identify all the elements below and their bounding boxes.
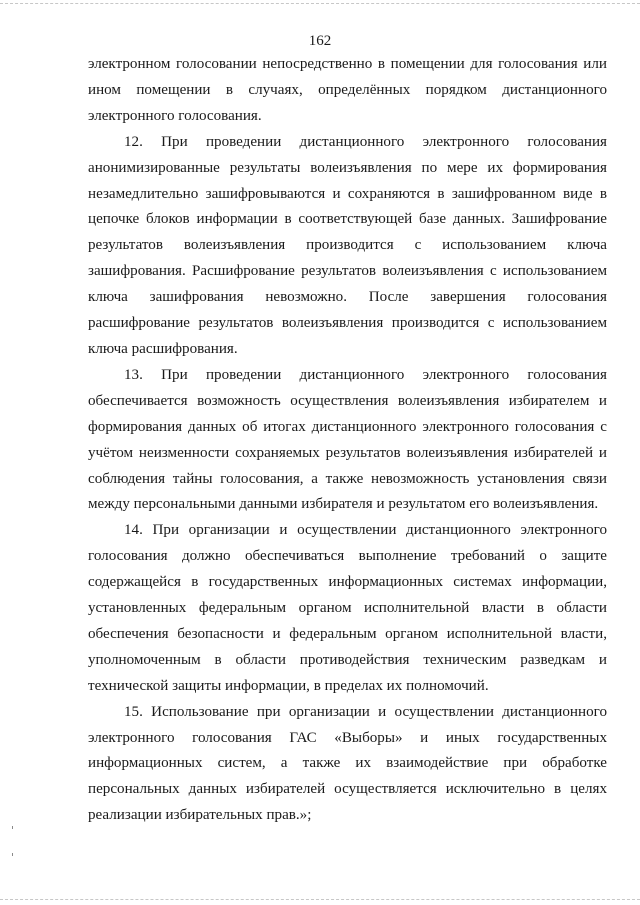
paragraph-item-15: 15. Использование при организации и осуществлении дистанционного электронного голосования ГАС «Выборы» и иных государственных информационных систем, а также их взаимодействие при обработке персональных данных избирателей осуществляется исключительно в целях реализации избирательных прав.»;: [88, 703, 607, 824]
page-number: 162: [308, 33, 332, 49]
scan-top-edge: [0, 3, 640, 4]
scan-bottom-edge: [0, 899, 640, 900]
scan-mark: [12, 853, 13, 856]
paragraph-continuation: электронном голосовании непосредственно в помещении для голосования или ином помещении в случаях, определённых порядком дистанционного электронного голосования.: [88, 56, 607, 124]
paragraph-item-13: 13. При проведении дистанционного электронного голосования обеспечивается возможность осуществления волеизъявления избирателем и формирования данных об итогах дистанционного электронного голосования с учётом неизменности сохраняемых результатов волеизъявления избирателей и соблюдения тайны голосования, а также невозможность установления связи между персональными данными избирателя и результатом его волеизъявления.: [88, 366, 607, 513]
paragraph-item-12: 12. При проведении дистанционного электронного голосования анонимизированные результаты волеизъявления по мере их формирования незамедлительно зашифровываются и сохраняются в зашифрованном виде в цепочке блоков информации в соответствующей базе данных. Зашифрование результатов волеизъявления производится с использованием ключа зашифрования. Расшифрование результатов волеизъявления с использованием ключа зашифрования невозможно. После завершения голосования расшифрование результатов волеизъявления производится с использованием ключа расшифрования.: [88, 133, 607, 357]
scan-mark: [12, 826, 13, 829]
paragraph-item-14: 14. При организации и осуществлении дистанционного электронного голосования должно обеспечиваться выполнение требований о защите содержащейся в государственных информационных системах информации, установленных федеральным органом исполнительной власти в области обеспечения безопасности и федеральным органом исполнительной власти, уполномоченным в области противодействия техническим разведкам и технической защиты информации, в пределах их полномочий.: [88, 522, 607, 694]
document-body: [88, 52, 607, 829]
